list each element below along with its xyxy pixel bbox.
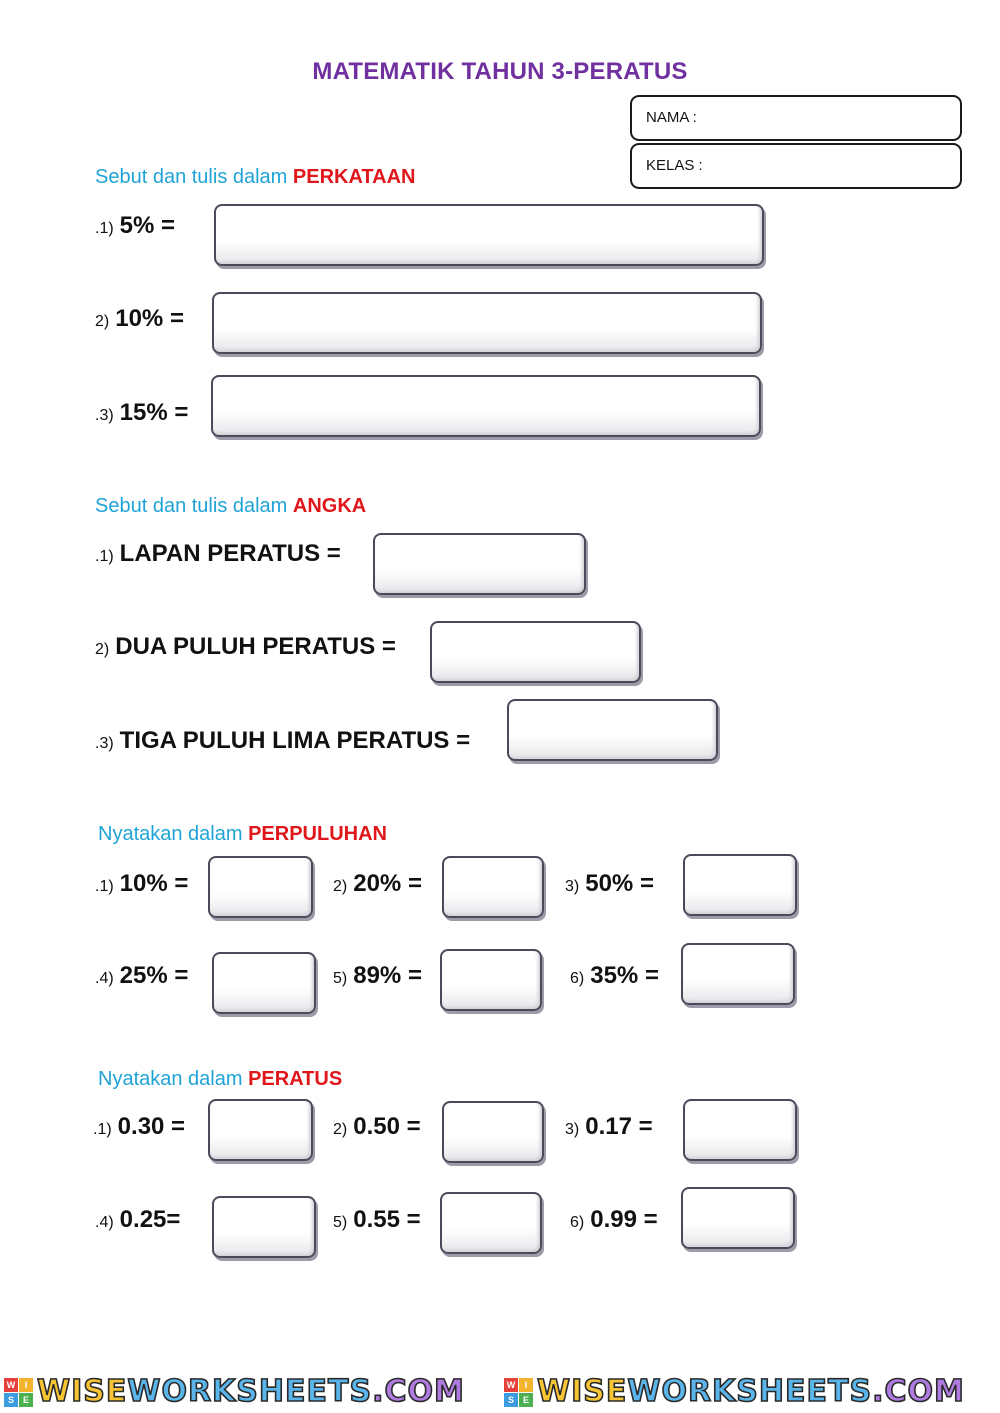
- question-label: .1) 0.30 =: [93, 1113, 186, 1140]
- answer-box[interactable]: [212, 292, 762, 354]
- answer-box[interactable]: [683, 1099, 797, 1161]
- answer-box[interactable]: [211, 375, 761, 437]
- page-title: MATEMATIK TAHUN 3-PERATUS: [312, 58, 688, 85]
- question-label: 6) 0.99 =: [570, 1206, 658, 1233]
- answer-box[interactable]: [440, 949, 542, 1011]
- question-label: .4) 25% =: [95, 962, 189, 989]
- name-field[interactable]: [630, 95, 962, 141]
- question-label: 5) 0.55 =: [333, 1206, 421, 1233]
- logo-squares-icon: W I S E: [504, 1378, 533, 1407]
- section-heading-angka: Sebut dan tulis dalam ANGKA: [95, 495, 367, 517]
- answer-box[interactable]: [507, 699, 718, 761]
- question-label: .3) 15% =: [95, 399, 189, 426]
- class-field[interactable]: [630, 143, 962, 189]
- section-heading-peratus: Nyatakan dalam PERATUS: [98, 1068, 343, 1090]
- section-heading-perpuluhan: Nyatakan dalam PERPULUHAN: [98, 823, 387, 845]
- answer-box[interactable]: [212, 1196, 316, 1258]
- question-label: .4) 0.25=: [95, 1206, 181, 1233]
- class-label: KELAS :: [646, 157, 703, 174]
- answer-box[interactable]: [681, 943, 795, 1005]
- question-label: 3) 0.17 =: [565, 1113, 653, 1140]
- section-heading-perkataan: Sebut dan tulis dalam PERKATAAN: [95, 166, 416, 188]
- answer-box[interactable]: [208, 1099, 313, 1161]
- logo-squares-icon: W I S E: [4, 1378, 33, 1407]
- answer-box[interactable]: [373, 533, 586, 595]
- answer-box[interactable]: [442, 856, 544, 918]
- answer-box[interactable]: [214, 204, 764, 266]
- question-label: .1) 5% =: [95, 212, 176, 239]
- footer-branding: [0, 1374, 1000, 1410]
- answer-box[interactable]: [212, 952, 316, 1014]
- question-label: 5) 89% =: [333, 962, 422, 989]
- answer-box[interactable]: [681, 1187, 795, 1249]
- question-label: 3) 50% =: [565, 870, 654, 897]
- question-label: 2) 0.50 =: [333, 1113, 421, 1140]
- answer-box[interactable]: [683, 854, 797, 916]
- question-label: 6) 35% =: [570, 962, 659, 989]
- question-label: 2) 20% =: [333, 870, 422, 897]
- question-label: .3) TIGA PULUH LIMA PERATUS =: [95, 727, 471, 754]
- question-label: .1) 10% =: [95, 870, 189, 897]
- name-label: NAMA :: [646, 109, 697, 126]
- answer-box[interactable]: [440, 1192, 542, 1254]
- question-label: 2) 10% =: [95, 305, 184, 332]
- brand-logo: W I S E WISEWORKSHEETS.COM: [504, 1374, 965, 1410]
- answer-box[interactable]: [208, 856, 313, 918]
- question-label: 2) DUA PULUH PERATUS =: [95, 633, 396, 660]
- brand-logo: W I S E WISEWORKSHEETS.COM: [4, 1374, 465, 1410]
- answer-box[interactable]: [430, 621, 641, 683]
- question-label: .1) LAPAN PERATUS =: [95, 540, 341, 567]
- answer-box[interactable]: [442, 1101, 544, 1163]
